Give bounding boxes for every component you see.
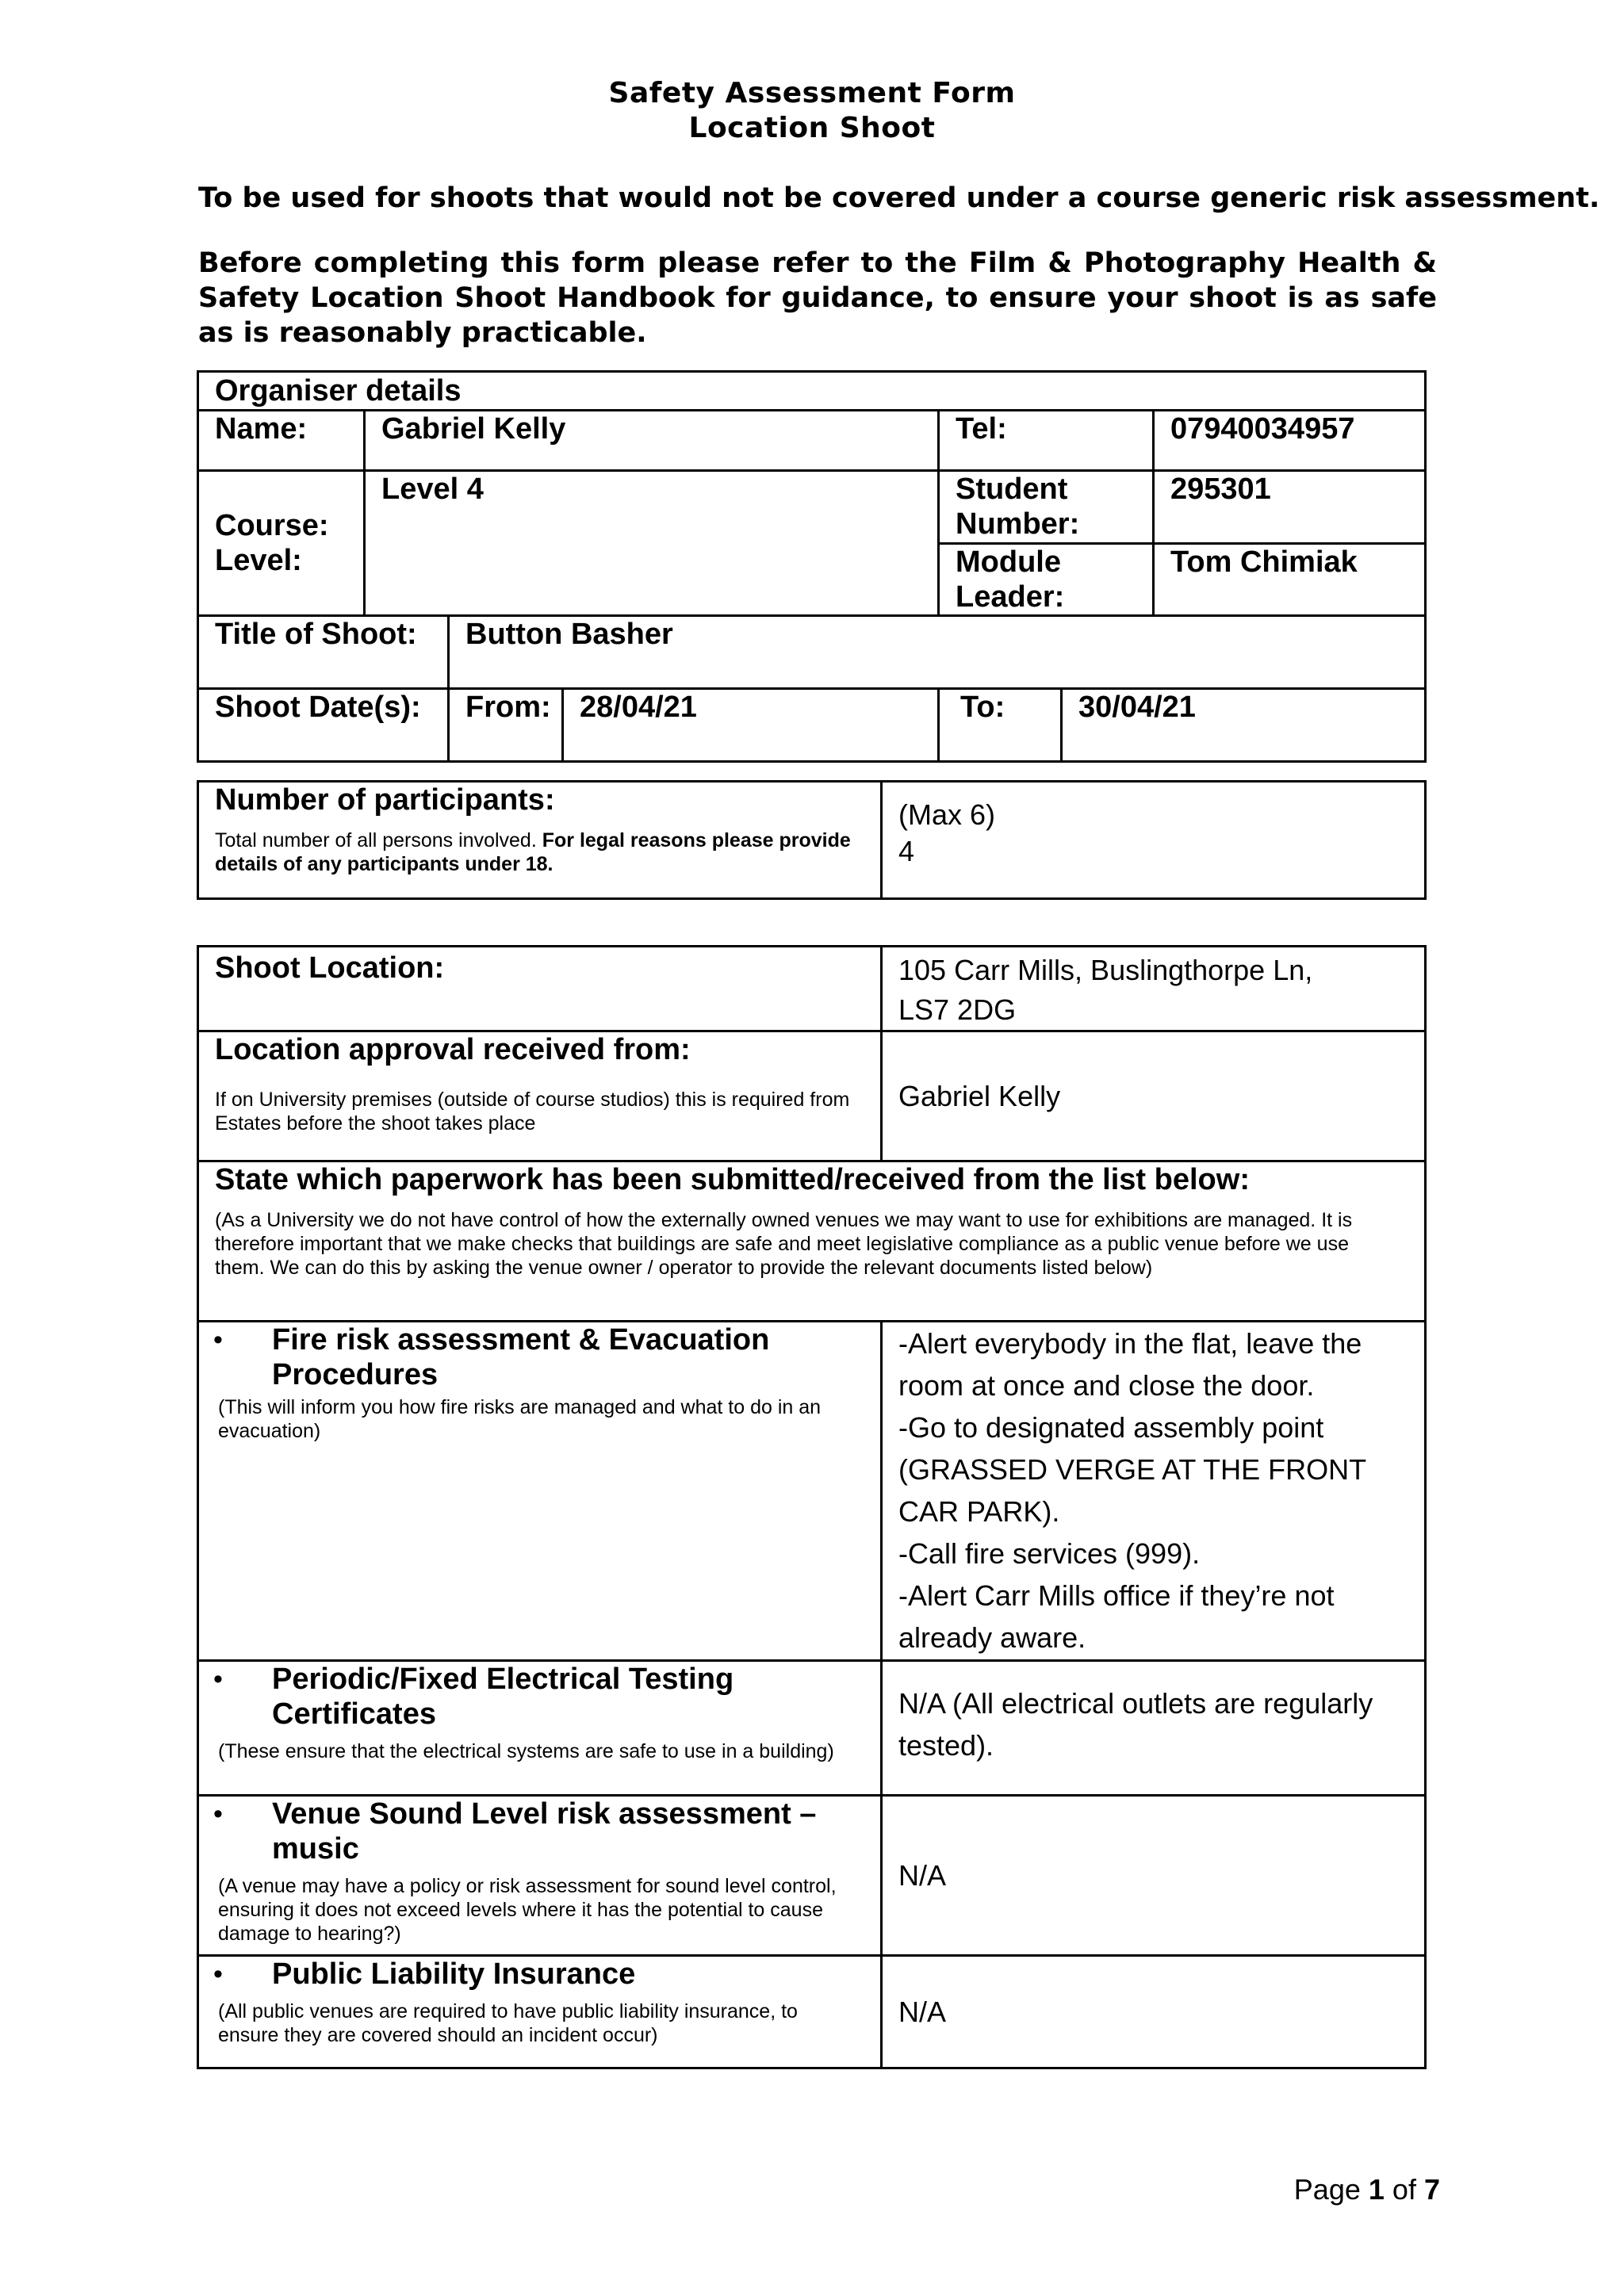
electrical-testing-item [198,1661,882,1796]
intro-usage-note: To be used for shoots that would not be covered under a course generic risk assessment. [198,182,1600,214]
fire-risk-item [198,1322,882,1661]
electrical-testing-note: (These ensure that the electrical systems are safe to use in a building) [218,1740,834,1762]
form-title: Safety Assessment Form [608,77,1016,109]
sound-level-title: Venue Sound Level risk assessment – music [272,1797,817,1866]
location-approval-label: Location approval received from: [215,1033,691,1066]
bullet-icon: • [213,1325,223,1355]
electrical-testing-title: Periodic/Fixed Electrical Testing Certificates [272,1663,734,1731]
intro-guidance-note: Before completing this form please refer to the Film & Photography Health & Safety Location Shoot Handbook for guidance, to ensure your shoot is as safe as is reasonably practicable. [198,247,1437,349]
organiser-details-heading: Organiser details [198,372,1426,411]
fire-risk-response-line: -Call fire services (999). [898,1537,1201,1570]
public-liability-note: (All public venues are required to have public liability insurance, to ensure they are covered should an incident occur) [218,2000,798,2046]
shoot-title-value: Button Basher [449,616,1426,689]
participants-legal-note: For legal reasons please provide details of any participants under 18. [215,829,851,875]
fire-risk-response [882,1322,1426,1661]
participants-table [197,780,1427,900]
fire-risk-note: (This will inform you how fire risks are managed and what to do in an evacuation) [218,1396,822,1442]
shoot-location-line2: LS7 2DG [898,993,1017,1026]
page-total: 7 [1423,2173,1440,2206]
course-level-value: Level 4 [365,471,939,616]
tel-label: Tel: [939,411,1154,471]
participants-label: Number of participants: [215,783,555,817]
bullet-icon: • [213,1664,223,1694]
fire-risk-response-line: -Alert everybody in the flat, leave the room at once and close the door. [898,1327,1362,1402]
student-number-label: Student Number: [939,471,1154,544]
bullet-icon: • [213,1959,223,1989]
participants-count: 4 [898,835,915,867]
electrical-testing-response: N/A (All electrical outlets are regularly tested). [882,1661,1426,1796]
location-approval-note: If on University premises (outside of course studios) this is required from Estates before the shoot takes place [215,1089,850,1135]
public-liability-response: N/A [882,1956,1426,2068]
shoot-title-label: Title of Shoot: [198,616,449,689]
fire-risk-title: Fire risk assessment & Evacuation Procedures [272,1323,770,1391]
paperwork-label: State which paperwork has been submitted/received from the list below: [215,1163,1250,1196]
public-liability-item [198,1956,882,2068]
from-date-value: 28/04/21 [563,689,939,762]
shoot-dates-label: Shoot Date(s): [198,689,449,762]
participants-note: Total number of all persons involved. [215,829,542,851]
page-word: Page [1293,2173,1361,2206]
course-level-label: Course: Level: [198,471,365,616]
to-label: To: [939,689,1062,762]
paperwork-note: (As a University we do not have control of how the externally owned venues we may want to use for exhibitions are managed. It is therefore important that we make checks that buildings are safe and meet legislative compliance as a public venue before we use them. We can do this by asking the venue owner / operator to provide the relevant documents listed below) [215,1209,1353,1279]
organiser-table [197,370,1427,763]
name-value: Gabriel Kelly [365,411,939,471]
sound-level-note: (A venue may have a policy or risk assessment for sound level control, ensuring it does not exceed levels where it has the potential to cause damage to hearing?) [218,1875,837,1945]
shoot-location-line1: 105 Carr Mills, Buslingthorpe Ln, [898,954,1313,986]
to-date-value: 30/04/21 [1062,689,1426,762]
of-word: of [1392,2173,1416,2206]
sound-level-item [198,1796,882,1956]
sound-level-response: N/A [882,1796,1426,1956]
student-number-value: 295301 [1154,471,1426,544]
participants-max: (Max 6) [898,798,996,831]
module-leader-label: Module Leader: [939,544,1154,616]
tel-value: 07940034957 [1154,411,1426,471]
fire-risk-response-line: -Alert Carr Mills office if they’re not already aware. [898,1579,1335,1654]
bullet-icon: • [213,1799,223,1829]
location-approval-value: Gabriel Kelly [882,1031,1426,1161]
shoot-location-label: Shoot Location: [198,947,882,1031]
form-subtitle: Location Shoot [688,112,936,144]
public-liability-title: Public Liability Insurance [272,1957,636,1991]
location-table [197,945,1427,2069]
fire-risk-response-line: -Go to designated assembly point (GRASSED VERGE AT THE FRONT CAR PARK). [898,1411,1366,1528]
page-current: 1 [1368,2173,1385,2206]
page-indicator [1294,2172,1440,2207]
name-label: Name: [198,411,365,471]
from-label: From: [449,689,563,762]
module-leader-value: Tom Chimiak [1154,544,1426,616]
